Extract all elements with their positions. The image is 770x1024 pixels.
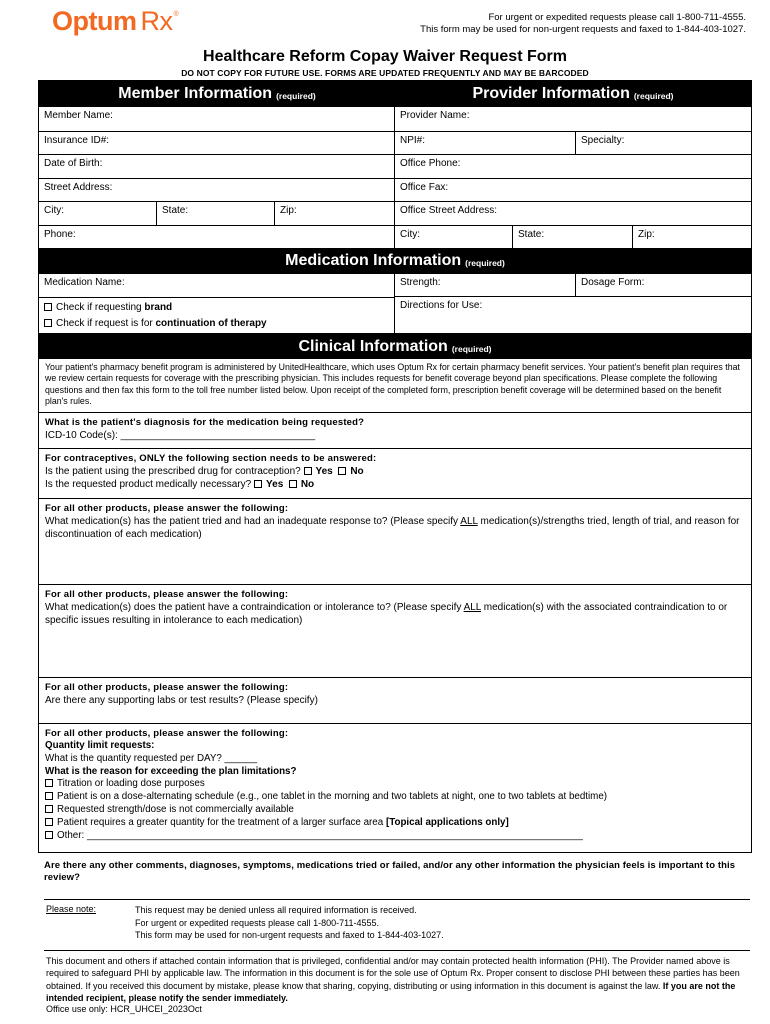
provider-section bbox=[395, 107, 751, 248]
confidentiality-notice: This document and others if attached contain information that is privileged, confidential and/or may contain protected health information (PHI). The Provider named above is required to safeguard PHI by applicable law. The information in this document is for the sole use of Optum Rx. Proper consent to disclose PHI between these parties has been obtained. If you received this document by mistake, please know that sharing, copying, distributing or using information in this document is against the law. If you are not the intended recipient, please notify the sender immediately. bbox=[46, 956, 740, 1004]
office-street-field[interactable]: Office Street Address: bbox=[400, 205, 498, 216]
contra-no-checkbox[interactable] bbox=[338, 467, 346, 475]
brand-checkbox-row[interactable]: Check if requesting brand bbox=[44, 300, 389, 316]
office-fax-field[interactable]: Office Fax: bbox=[400, 181, 449, 193]
please-note-body: This request may be denied unless all required information is received. For urgent or expedited requests please call 1-800-711-4555. This form may be used for non-urgent requests and faxed to 1-844-403-1027. bbox=[135, 905, 444, 940]
alternating-checkbox[interactable] bbox=[45, 792, 53, 800]
necessary-no-checkbox[interactable] bbox=[289, 480, 297, 488]
labs-question[interactable]: For all other products, please answer the following: Are there any supporting labs or test results? (Please specify) bbox=[39, 678, 751, 724]
strength-field[interactable]: Strength: bbox=[400, 277, 441, 288]
surface-area-checkbox[interactable] bbox=[45, 818, 53, 826]
clinical-heading: Clinical Information (required) bbox=[298, 337, 492, 355]
office-use-code: Office use only: HCR_UHCEI_2023Oct bbox=[46, 1004, 202, 1014]
divider bbox=[44, 950, 750, 951]
provider-city-field[interactable]: City: bbox=[400, 228, 420, 240]
contraceptive-section: For contraceptives, ONLY the following section needs to be answered: Is the patient using the prescribed drug for contraception? Yes No Is the requested product medically necessary? Yes No bbox=[39, 449, 751, 499]
page-header bbox=[0, 0, 770, 48]
npi-field[interactable]: NPI#: bbox=[400, 134, 426, 146]
optum-rx-logo: Optum Rx® bbox=[52, 6, 179, 36]
reason-alternating[interactable]: Patient is on a dose-alternating schedule (e.g., one tablet in the morning and two tablets at night, one to two tablets at bedtime) bbox=[45, 791, 745, 804]
tried-medications-question[interactable]: For all other products, please answer the following: What medication(s) has the patient tried and had an inadequate response to? (Please specify ALL medication(s)/strengths tried, length of trial, and reason for discontinuation of each medication) bbox=[39, 499, 751, 585]
diagnosis-question: What is the patient's diagnosis for the medication being requested? ICD-10 Code(s): ___________________________________ bbox=[39, 413, 751, 449]
quantity-limit-section: For all other products, please answer the following: Quantity limit requests: What is the quantity requested per DAY? ______ What is the reason for exceeding the plan limitations? Titration or loading dose purposes Patient is on a dose-alternating schedule (e.g., one tablet in the morning and two tablets at night, one to two tablets at bedtime) Requested strength/dose is not commercially available Patient requires a greater quantity for the treatment of a larger surface area [Topical applications only] Other: ___________________________________________________________________________________________ bbox=[39, 724, 751, 852]
reason-strength[interactable]: Requested strength/dose is not commercially available bbox=[45, 804, 745, 817]
medication-right bbox=[395, 274, 751, 333]
contraindication-question[interactable]: For all other products, please answer the following: What medication(s) does the patient have a contraindication or intolerance to? (Please specify ALL medication(s) with the associated contraindication to or specific issues resulting in intolerance to each medication) bbox=[39, 585, 751, 678]
provider-name-field[interactable]: Provider Name: bbox=[400, 110, 470, 121]
reason-other[interactable]: Other: ___________________________________________________________________________________________ bbox=[45, 830, 745, 843]
medication-checks bbox=[39, 297, 394, 333]
strength-checkbox[interactable] bbox=[45, 805, 53, 813]
icd-code-field[interactable]: ICD-10 Code(s): ___________________________________ bbox=[45, 430, 316, 441]
necessary-yes-checkbox[interactable] bbox=[254, 480, 262, 488]
member-city-field[interactable]: City: bbox=[44, 205, 64, 216]
clinical-intro: Your patient's pharmacy benefit program is administered by UnitedHealthcare, which uses Optum Rx for certain pharmacy benefit services. Your patient's benefit plan requires that we review certain requests for coverage with the prescribing physician. This includes requests for benefit coverage beyond plan specifications. Please complete the following questions and then fax this form to the toll free number listed below. Upon receipt of the completed form, prescription benefit coverage will be determined based on the benefit plan's rules. bbox=[39, 359, 751, 413]
medication-name-field[interactable]: Medication Name: bbox=[44, 277, 125, 288]
quantity-per-day-field[interactable]: What is the quantity requested per DAY? ______ bbox=[45, 752, 258, 764]
medication-grid bbox=[39, 274, 751, 333]
comments-question[interactable]: Are there any other comments, diagnoses, symptoms, medications tried or failed, and/or any other information the physician feels is important to this review? bbox=[44, 860, 736, 883]
continuation-checkbox[interactable] bbox=[44, 319, 52, 327]
member-name-field[interactable]: Member Name: bbox=[44, 110, 113, 121]
contra-yes-checkbox[interactable] bbox=[304, 467, 312, 475]
form-title: Healthcare Reform Copay Waiver Request Form bbox=[203, 48, 567, 65]
member-section bbox=[39, 107, 395, 248]
insurance-id-field[interactable]: Insurance ID#: bbox=[44, 134, 110, 146]
member-zip-field[interactable]: Zip: bbox=[274, 202, 394, 225]
clinical-band bbox=[39, 333, 751, 359]
contraception-question: Is the patient using the prescribed drug for contraception? Yes No bbox=[45, 466, 364, 477]
request-form bbox=[38, 80, 752, 853]
titration-checkbox[interactable] bbox=[45, 779, 53, 787]
member-phone-field[interactable]: Phone: bbox=[44, 228, 76, 240]
dosage-form-field[interactable]: Dosage Form: bbox=[575, 274, 751, 296]
member-provider-band bbox=[39, 81, 751, 107]
medication-left bbox=[39, 274, 395, 333]
divider bbox=[44, 899, 750, 900]
office-phone-field[interactable]: Office Phone: bbox=[400, 158, 461, 169]
provider-heading: Provider Information (required) bbox=[472, 85, 674, 102]
form-subtitle: DO NOT COPY FOR FUTURE USE. FORMS ARE UPDATED FREQUENTLY AND MAY BE BARCODED bbox=[181, 68, 589, 78]
medication-band bbox=[39, 248, 751, 274]
specialty-field[interactable]: Specialty: bbox=[575, 132, 751, 155]
continuation-checkbox-row[interactable]: Check if request is for continuation of therapy bbox=[44, 316, 389, 332]
medically-necessary-question: Is the requested product medically necessary? Yes No bbox=[45, 479, 315, 490]
please-note-label: Please note: bbox=[46, 904, 97, 914]
member-heading: Member Information (required) bbox=[118, 85, 316, 102]
reason-titration[interactable]: Titration or loading dose purposes bbox=[45, 778, 745, 791]
street-address-field[interactable]: Street Address: bbox=[44, 181, 113, 193]
provider-state-field[interactable]: State: bbox=[512, 226, 632, 249]
member-state-field[interactable]: State: bbox=[156, 202, 274, 225]
reason-surface-area[interactable]: Patient requires a greater quantity for the treatment of a larger surface area [Topical applications only] bbox=[45, 817, 745, 830]
directions-field[interactable]: Directions for Use: bbox=[400, 300, 483, 311]
medication-heading: Medication Information (required) bbox=[285, 252, 505, 269]
brand-checkbox[interactable] bbox=[44, 303, 52, 311]
other-checkbox[interactable] bbox=[45, 831, 53, 839]
provider-zip-field[interactable]: Zip: bbox=[632, 226, 751, 249]
header-contact-note: For urgent or expedited requests please call 1-800-711-4555. This form may be used for non-urgent requests and faxed to 1-844-403-1027. bbox=[420, 12, 746, 35]
member-provider-grid bbox=[39, 107, 751, 248]
dob-field[interactable]: Date of Birth: bbox=[44, 158, 103, 169]
